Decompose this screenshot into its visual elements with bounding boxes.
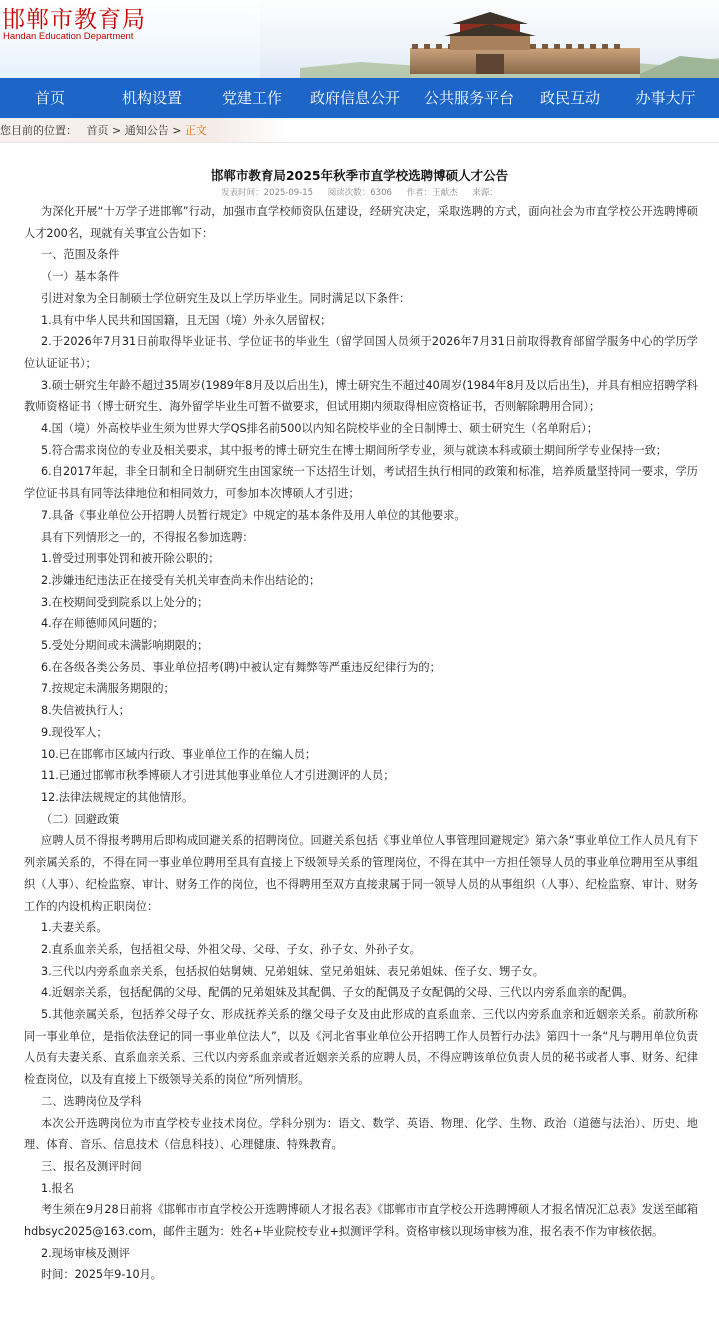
- paragraph: 本次公开选聘岗位为市直学校专业技术岗位。学科分别为：语文、数学、英语、物理、化学、生物、政治（道德与法治）、历史、地理、体育、音乐、信息技术（信息科技）、心理健康、特殊教育。: [24, 1116, 698, 1152]
- site-header: [0, 0, 719, 78]
- nav-party-building[interactable]: 党建工作: [221, 89, 282, 107]
- list-item: 9.现役军人；: [41, 725, 108, 739]
- list-item: 11.已通过邯郸市秋季博硕人才引进其他事业单位人才引进测评的人员；: [41, 769, 395, 783]
- paragraph: 时间：2025年9-10月。: [41, 1268, 162, 1282]
- list-item: 5.符合需求岗位的专业及相关要求，其中报考的博士研究生在博士期间所学专业，须与就读本科或硕士期间所学专业保持一致；: [41, 443, 667, 457]
- nav-home[interactable]: 首页: [34, 89, 65, 107]
- list-item: 6.自2017年起，非全日制和全日制研究生由国家统一下达招生计划，考试招生执行相同的政策和标准，培养质量坚持同一要求，学历学位证书具有同等法律地位和相同效力，可参加本次博硕人才引进；: [24, 465, 698, 501]
- list-item: 8.失信被执行人；: [41, 704, 130, 718]
- breadcrumb-separator: >: [108, 124, 125, 137]
- subsection-heading: （二）回避政策: [41, 812, 120, 826]
- list-item: 3.在校期间受到院系以上处分的；: [41, 595, 209, 609]
- article-body: [24, 201, 698, 1286]
- subsection-heading: （一）基本条件: [41, 270, 120, 284]
- nav-gov-info[interactable]: 政府信息公开: [309, 89, 400, 107]
- paragraph: 应聘人员不得报考聘用后即构成回避关系的招聘岗位。回避关系包括《事业单位人事管理回避规定》第六条“事业单位工作人员凡有下列亲属关系的，不得在同一事业单位聘用至具有直接上下级领导关系的管理岗位，不得在其中一方担任领导人员的事业单位聘用至从事组织（人事）、纪检监察、审计、财务工作的岗位，也不得聘用至双方直接隶属于同一领导人员的从事组织（人事）、纪检监察、审计、财务工作的内设机构正职岗位：: [24, 834, 698, 913]
- main-nav: [0, 78, 719, 118]
- breadcrumb-current: 正文: [184, 124, 207, 137]
- list-item: 1.夫妻关系。: [41, 921, 108, 935]
- list-item: 1.曾受过刑事处罚和被开除公职的；: [41, 552, 220, 566]
- list-item: 5.其他亲属关系，包括养父母子女、形成抚养关系的继父母子女及由此形成的直系血亲、三代以内旁系血亲和近姻亲关系。前款所称同一事业单位，是指依法登记的同一事业单位法人”，以及《河北省事业单位公开招聘工作人员暂行办法》第四十一条“凡与聘用单位负责人员有夫妻关系、直系血亲关系、三代以内旁系血亲或者近姻亲关系的应聘人员，不得应聘该单位负责人员的秘书或者人事、财务、纪律检查岗位，以及有直接上下级领导关系的岗位”所列情形。: [24, 1008, 698, 1087]
- list-item: 3.硕士研究生年龄不超过35周岁(1989年8月及以后出生)，博士研究生不超过40周岁(1984年8月及以后出生)，并具有相应招聘学科教师资格证书（博士研究生、海外留学毕业生可暂不做要求，但试用期内须取得相应资格证书，否则解除聘用合同）；: [24, 378, 698, 414]
- breadcrumb-prefix: 您目前的位置：: [0, 124, 77, 137]
- list-item: 12.法律法规规定的其他情形。: [41, 790, 194, 804]
- publish-date: 发表时间：2025-09-15: [221, 188, 314, 198]
- paragraph: 具有下列情形之一的，不得报名参加选聘：: [41, 530, 254, 544]
- source: 来源：: [472, 188, 498, 198]
- nav-public-service[interactable]: 公共服务平台: [423, 89, 514, 107]
- list-item: 2.于2026年7月31日前取得毕业证书、学位证书的毕业生（留学回国人员须于2026年7月31日前取得教育部留学服务中心的学历学位认证证书）；: [24, 335, 698, 370]
- nav-service-hall[interactable]: 办事大厅: [635, 89, 696, 107]
- city-gate-illustration: [300, 8, 719, 78]
- breadcrumb: [0, 118, 719, 143]
- breadcrumb-section[interactable]: 通知公告: [124, 124, 169, 137]
- list-item: 1.具有中华人民共和国国籍，且无国（境）外永久居留权；: [41, 313, 332, 327]
- section-heading: 一、范围及条件: [41, 248, 120, 262]
- subsection-heading: 2.现场审核及测评: [41, 1246, 130, 1260]
- author: 作者：王献杰: [406, 188, 458, 198]
- list-item: 3.三代以内旁系血亲关系，包括叔伯姑舅姨、兄弟姐妹、堂兄弟姐妹、表兄弟姐妹、侄子女、甥子女。: [41, 964, 544, 978]
- view-count: 阅读次数：6306: [327, 188, 392, 198]
- nav-interaction[interactable]: 政民互动: [539, 89, 600, 107]
- section-heading: 二、选聘岗位及学科: [41, 1094, 142, 1108]
- paragraph: 为深化开展“十万学子进邯郸”行动，加强市直学校师资队伍建设，经研究决定，采取选聘的方式，面向社会为市直学校公开选聘博硕人才200名，现就有关事宜公告如下：: [24, 205, 698, 240]
- list-item: 5.受处分期间或未满影响期限的；: [41, 639, 209, 653]
- subsection-heading: 1.报名: [41, 1181, 75, 1195]
- list-item: 7.具备《事业单位公开招聘人员暂行规定》中规定的基本条件及用人单位的其他要求。: [41, 508, 466, 522]
- list-item: 7.按规定未满服务期限的；: [41, 682, 175, 696]
- site-title[interactable]: 邯郸市教育局: [2, 7, 146, 33]
- list-item: 2.直系血亲关系，包括祖父母、外祖父母、父母、子女、孙子女、外孙子女。: [41, 942, 421, 956]
- article-title: 邯郸市教育局2025年秋季市直学校选聘博硕人才公告: [210, 168, 509, 183]
- breadcrumb-home[interactable]: 首页: [86, 124, 109, 137]
- article-meta: [0, 186, 719, 198]
- paragraph: 引进对象为全日制硕士学位研究生及以上学历毕业生。同时满足以下条件：: [41, 291, 411, 305]
- list-item: 2.涉嫌违纪违法正在接受有关机关审查尚未作出结论的；: [41, 573, 321, 587]
- breadcrumb-separator: >: [168, 124, 185, 137]
- site-subtitle: Handan Education Department: [3, 31, 134, 42]
- paragraph: 考生须在9月28日前将《邯郸市市直学校公开选聘博硕人才报名表》《邯郸市市直学校公开选聘博硕人才报名情况汇总表》发送至邮箱hdbsyc2025@163.com，邮件主题为：姓名+毕业院校专业+拟测评学科。资格审核以现场审核为准，报名表不作为审核依据。: [24, 1203, 698, 1239]
- list-item: 4.存在师德师风问题的；: [41, 617, 164, 631]
- list-item: 6.在各级各类公务员、事业单位招考(聘)中被认定有舞弊等严重违反纪律行为的；: [41, 660, 441, 674]
- list-item: 4.国（境）外高校毕业生须为世界大学QS排名前500以内知名院校毕业的全日制博士、硕士研究生（名单附后）；: [41, 422, 598, 436]
- list-item: 10.已在邯郸市区域内行政、事业单位工作的在编人员；: [41, 747, 317, 761]
- list-item: 4.近姻亲关系，包括配偶的父母、配偶的兄弟姐妹及其配偶、子女的配偶及子女配偶的父母、三代以内旁系血亲的配偶。: [41, 986, 634, 1000]
- section-heading: 三、报名及测评时间: [41, 1159, 142, 1173]
- nav-organization[interactable]: 机构设置: [121, 89, 182, 107]
